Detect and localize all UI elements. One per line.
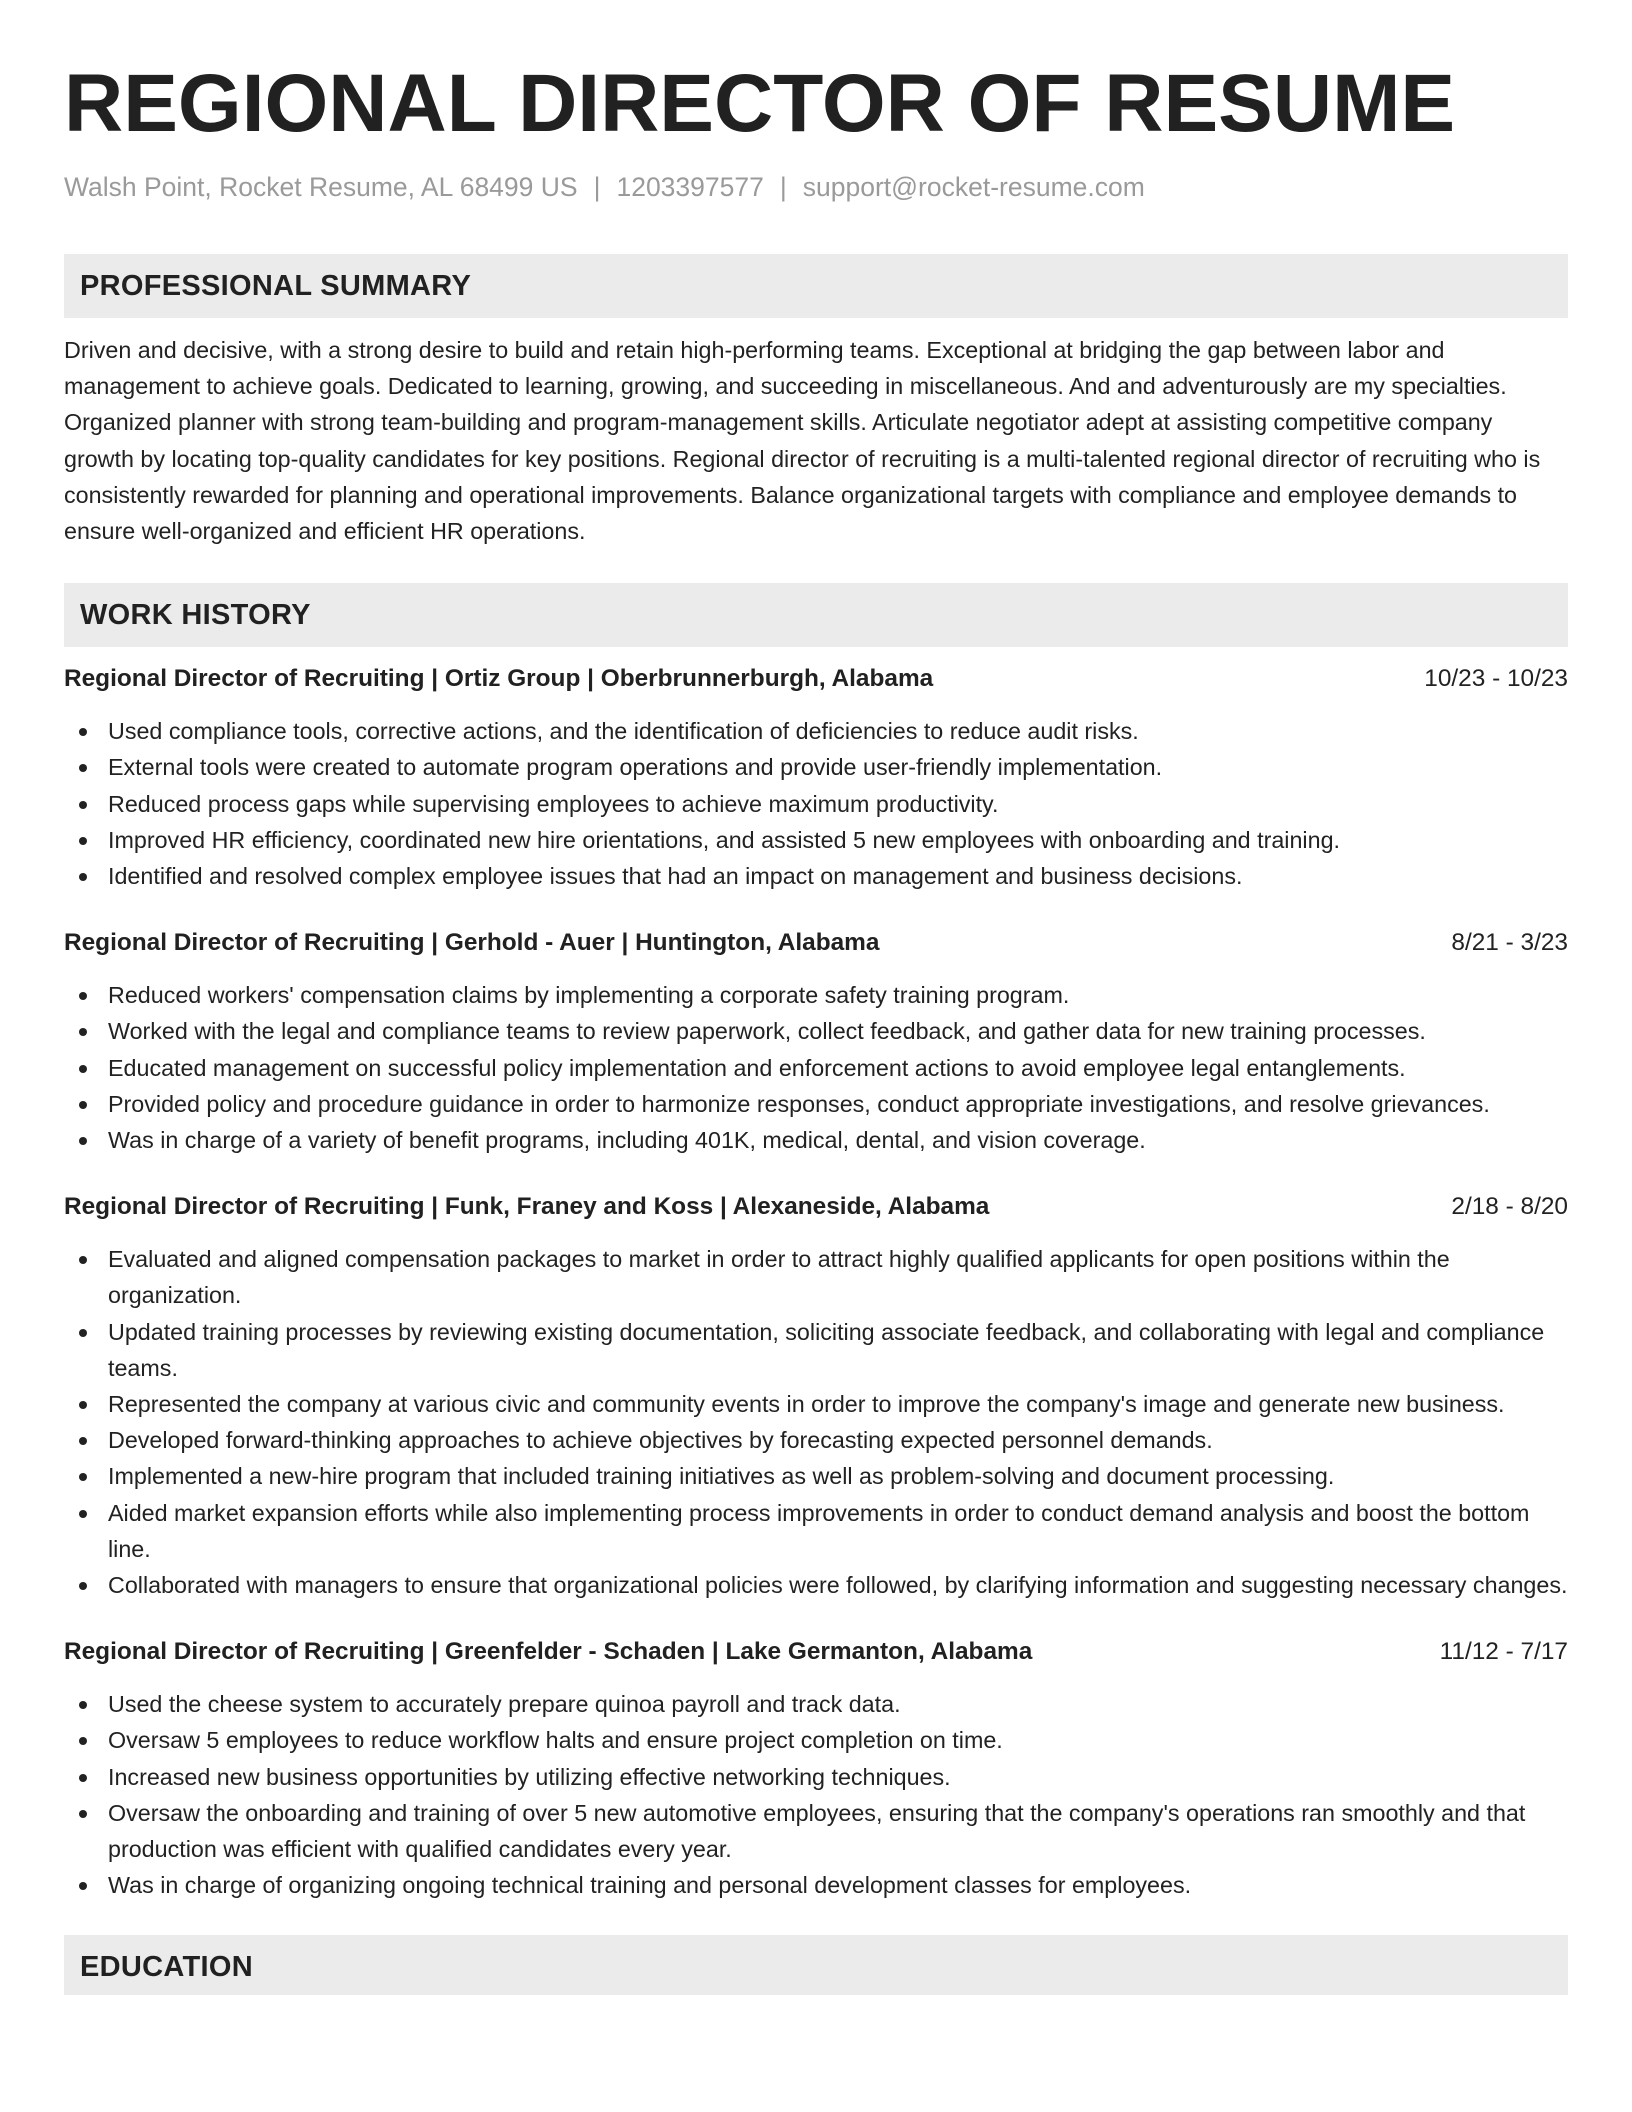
job-bullet: Educated management on successful policy implementation and enforcement actions to avoid employee legal entanglements. [64,1050,1568,1086]
resume-name: REGIONAL DIRECTOR OF RESUME [64,58,1456,149]
contact-address: Walsh Point, Rocket Resume, AL 68499 US [64,172,578,202]
job-bullets [64,1686,1568,1903]
job-bullet: Represented the company at various civic and community events in order to improve the company's image and generate new business. [64,1386,1568,1422]
job-bullet: Used compliance tools, corrective actions, and the identification of deficiencies to reduce audit risks. [64,713,1568,749]
job-bullet: Evaluated and aligned compensation packages to market in order to attract highly qualified applicants for open positions within the organization. [64,1241,1568,1313]
contact-line [64,170,1568,204]
job-entry [64,1635,1568,1903]
job-header [64,1635,1568,1669]
job-entry [64,926,1568,1158]
job-title: Regional Director of Recruiting | Ortiz Group | Oberbrunnerburgh, Alabama [64,665,934,693]
resume-page [64,52,1568,1995]
job-bullet: Reduced workers' compensation claims by implementing a corporate safety training program. [64,977,1568,1013]
section-header-summary: PROFESSIONAL SUMMARY [64,254,1568,318]
job-dates: 2/18 - 8/20 [1451,1193,1568,1221]
job-title: Regional Director of Recruiting | Gerhold - Auer | Huntington, Alabama [64,929,880,957]
job-bullet: Collaborated with managers to ensure that organizational policies were followed, by clarifying information and suggesting necessary changes. [64,1567,1568,1603]
job-bullet: Improved HR efficiency, coordinated new hire orientations, and assisted 5 new employees with onboarding and training. [64,822,1568,858]
job-dates: 10/23 - 10/23 [1424,665,1568,693]
job-header [64,926,1568,960]
job-entry [64,662,1568,894]
job-bullet: Worked with the legal and compliance teams to review paperwork, collect feedback, and gather data for new training processes. [64,1013,1568,1049]
contact-separator: | [779,172,787,202]
job-bullet: Developed forward-thinking approaches to achieve objectives by forecasting expected personnel demands. [64,1422,1568,1458]
job-bullets [64,1241,1568,1603]
job-bullet: Updated training processes by reviewing existing documentation, soliciting associate feedback, and collaborating with legal and compliance teams. [64,1314,1568,1386]
contact-email: support@rocket-resume.com [802,172,1145,202]
job-bullet: Reduced process gaps while supervising employees to achieve maximum productivity. [64,786,1568,822]
job-bullet: Identified and resolved complex employee issues that had an impact on management and business decisions. [64,858,1568,894]
job-title: Regional Director of Recruiting | Greenfelder - Schaden | Lake Germanton, Alabama [64,1638,1033,1666]
job-bullet: Used the cheese system to accurately prepare quinoa payroll and track data. [64,1686,1568,1722]
contact-separator: | [593,172,601,202]
job-bullets [64,977,1568,1158]
job-bullet: Was in charge of a variety of benefit programs, including 401K, medical, dental, and vision coverage. [64,1122,1568,1158]
job-bullet: Oversaw the onboarding and training of over 5 new automotive employees, ensuring that the company's operations ran smoothly and that production was efficient with qualified candidates every year. [64,1795,1568,1867]
job-dates: 11/12 - 7/17 [1439,1638,1568,1666]
job-bullet: Was in charge of organizing ongoing technical training and personal development classes for employees. [64,1867,1568,1903]
job-bullet: Increased new business opportunities by utilizing effective networking techniques. [64,1759,1568,1795]
job-bullet: Provided policy and procedure guidance in order to harmonize responses, conduct appropriate investigations, and resolve grievances. [64,1086,1568,1122]
job-bullets [64,713,1568,894]
job-header [64,1190,1568,1224]
job-bullet: External tools were created to automate program operations and provide user-friendly implementation. [64,749,1568,785]
job-bullet: Aided market expansion efforts while also implementing process improvements in order to conduct demand analysis and boost the bottom line. [64,1495,1568,1567]
contact-phone: 1203397577 [616,172,764,202]
job-entry [64,1190,1568,1603]
section-header-work-history: WORK HISTORY [64,583,1568,647]
job-bullet: Oversaw 5 employees to reduce workflow halts and ensure project completion on time. [64,1722,1568,1758]
job-header [64,662,1568,696]
summary-text: Driven and decisive, with a strong desire to build and retain high-performing teams. Exceptional at bridging the gap between labor and management to achieve goals. Dedicated to learning, growing, and succeeding in miscellaneous. And and adventurously are my specialties. Organized planner with strong team-building and program-management skills. Articulate negotiator adept at assisting competitive company growth by locating top-quality candidates for key positions. Regional director of recruiting is a multi-talented regional director of recruiting who is consistently rewarded for planning and operational improvements. Balance organizational targets with compliance and employee demands to ensure well-organized and efficient HR operations. [64,337,1541,545]
job-bullet: Implemented a new-hire program that included training initiatives as well as problem-solving and document processing. [64,1458,1568,1494]
job-title: Regional Director of Recruiting | Funk, Franey and Koss | Alexaneside, Alabama [64,1193,990,1221]
job-dates: 8/21 - 3/23 [1451,929,1568,957]
section-header-education: EDUCATION [64,1935,1568,1995]
